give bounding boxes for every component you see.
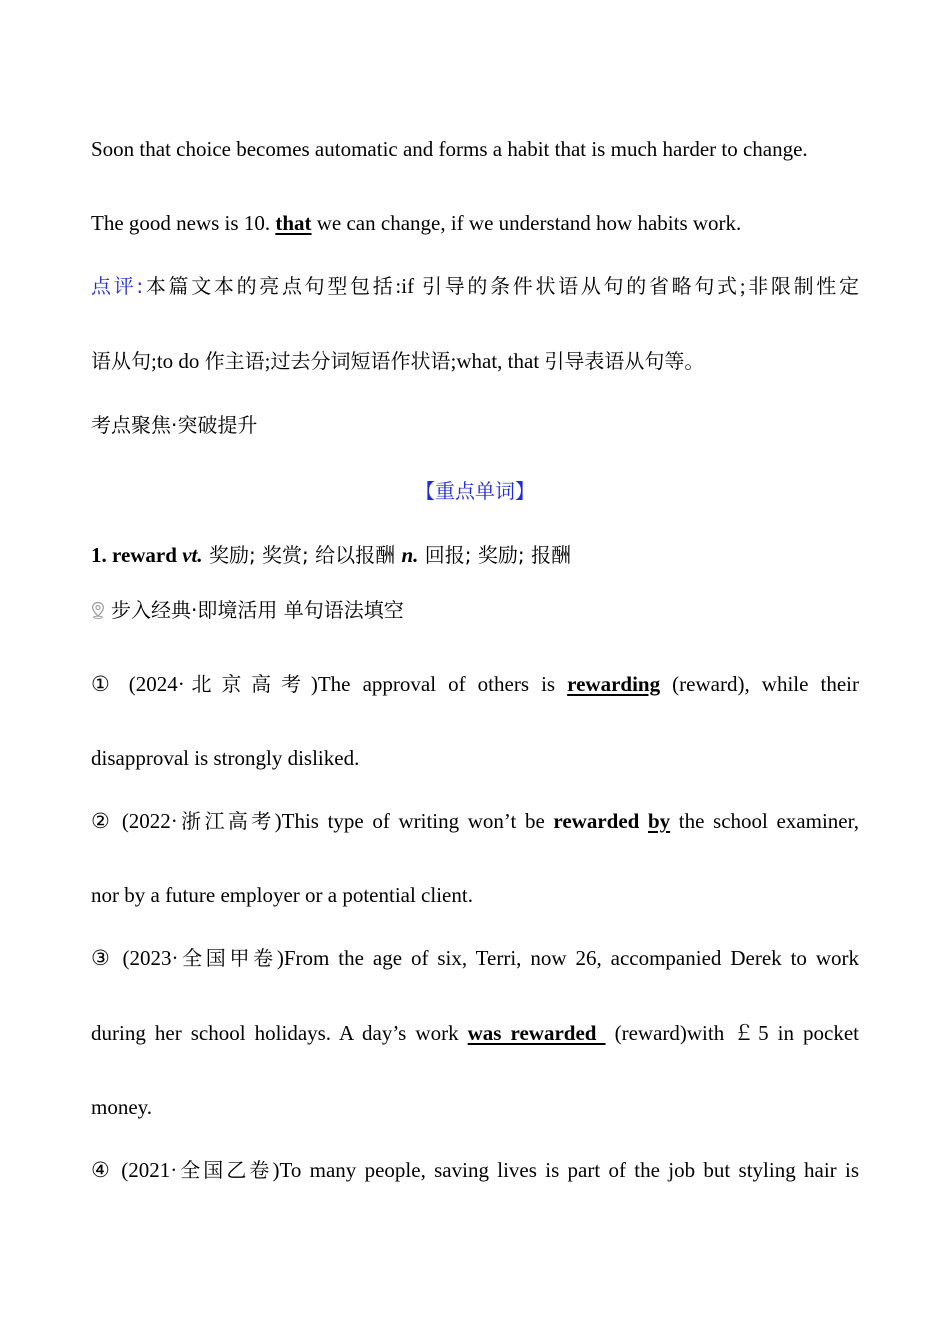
item-2-line-2: nor by a future employer or a potential client. bbox=[91, 883, 473, 907]
item-4-source: 全国乙卷 bbox=[177, 1158, 273, 1182]
item-3-line-1: ③ (2023·全国甲卷)From the age of six, Terri, now 26, accompanied Derek to work bbox=[91, 946, 859, 970]
location-pin-icon bbox=[91, 601, 105, 619]
comment-line-2: 语从句;to do 作主语;过去分词短语作状语;what, that 引导表语从句等。 bbox=[91, 349, 705, 373]
item-3-line-2: during her school holidays. A day’s work was rewarded (reward)with ￡5 in pocket bbox=[91, 1021, 860, 1045]
comment-label: 点评: bbox=[91, 274, 144, 298]
item-1-answer: rewarding bbox=[567, 672, 661, 696]
comment-line-1: 点评:本篇文本的亮点句型包括:if 引导的条件状语从句的省略句式;非限制性定 bbox=[91, 274, 860, 298]
key-words-heading: 【重点单词】 bbox=[415, 479, 535, 503]
item-3-source: 全国甲卷 bbox=[178, 946, 277, 970]
item-3-answer: was rewarded bbox=[467, 1021, 606, 1045]
item-2-source: 浙江高考 bbox=[177, 809, 275, 833]
entry-head: 1. reward bbox=[91, 543, 183, 567]
word-entry: 1. reward vt. 奖励; 奖赏; 给以报酬 n. 回报; 奖励; 报酬 bbox=[91, 543, 571, 567]
item-1-number: ① bbox=[91, 672, 117, 696]
item-2-number: ② bbox=[91, 809, 114, 833]
item-2-answer: by bbox=[647, 809, 671, 833]
item-1-line-1: ① (2024·北京高考)The approval of others is rewarding (reward), while their bbox=[91, 672, 859, 696]
item-1-source: 北京高考 bbox=[184, 672, 311, 696]
exercise-title: 步入经典·即境活用 单句语法填空 bbox=[91, 595, 859, 625]
item-1-line-2: disapproval is strongly disliked. bbox=[91, 746, 360, 770]
item-3-line-3: money. bbox=[91, 1095, 153, 1119]
answer-10: that bbox=[275, 211, 312, 235]
section-title: 考点聚焦·突破提升 bbox=[91, 413, 258, 437]
item-4-number: ④ bbox=[91, 1158, 113, 1182]
item-4-line-1: ④ (2021·全国乙卷)To many people, saving lives is part of the job but styling hair is bbox=[91, 1158, 859, 1182]
passage-line-1: Soon that choice becomes automatic and forms a habit that is much harder to change. bbox=[91, 137, 808, 161]
passage-line-2: The good news is 10. that we can change, if we understand how habits work. bbox=[91, 211, 742, 235]
item-3-number: ③ bbox=[91, 946, 114, 970]
item-2-line-1: ② (2022·浙江高考)This type of writing won’t be rewarded by the school examiner, bbox=[91, 809, 860, 833]
